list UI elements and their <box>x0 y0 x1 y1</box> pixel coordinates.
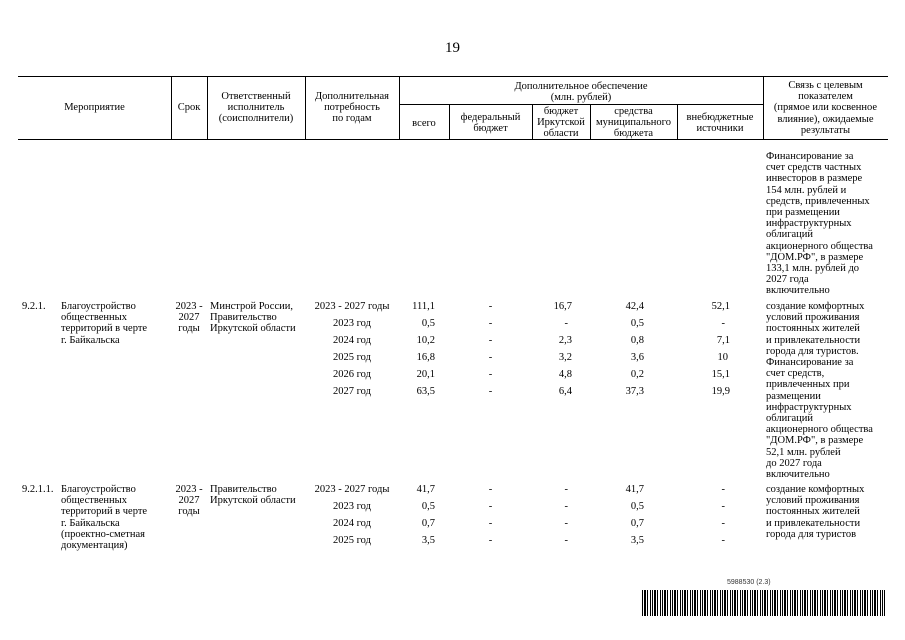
cell-regional: 2,3 <box>558 335 572 346</box>
cell-municipal: 0,5 <box>630 318 644 329</box>
row-result-line: условий проживания <box>766 495 860 507</box>
header-regional-line: бюджет <box>543 106 579 117</box>
header-link-line: влияние), ожидаемые <box>777 113 874 125</box>
cell-regional: - <box>564 484 568 495</box>
header-total: всего <box>412 118 436 129</box>
continuation-line: счет средств частных <box>766 162 862 174</box>
row-name-line: г. Байкальска <box>61 517 120 529</box>
header-municipal-line: муниципального <box>596 117 671 129</box>
cell-period: 2026 год <box>333 369 371 380</box>
cell-total: 3,5 <box>421 535 435 546</box>
row-executor <box>210 301 296 335</box>
header-link-line: результаты <box>800 124 851 136</box>
row-term-line: 2027 <box>178 495 200 507</box>
header-regional-line: области <box>543 128 579 140</box>
cell-total: 63,5 <box>416 386 435 397</box>
header-executor-line: исполнитель <box>227 102 285 114</box>
row-result-line: постоянных жителей <box>766 323 860 335</box>
cell-period: 2023 год <box>333 318 371 329</box>
header-need-line: потребность <box>324 102 380 114</box>
cell-federal: - <box>488 501 493 512</box>
cell-extra: 10 <box>717 352 728 363</box>
row-name-line: г. Байкальска <box>61 334 120 346</box>
header-link-line: показателем <box>798 91 853 103</box>
page-number: 19 <box>445 40 460 56</box>
row-code: 9.2.1. <box>22 301 46 312</box>
row-result-line: привлеченных при <box>766 379 850 391</box>
cell-municipal: 42,4 <box>625 301 644 312</box>
continuation-line: Финансирование за <box>766 151 854 162</box>
header-need <box>305 91 399 125</box>
cell-federal: - <box>488 484 493 495</box>
header-link-line: Связь с целевым <box>788 80 863 91</box>
cell-regional: 4,8 <box>558 369 572 380</box>
continuation-line: включительно <box>766 285 830 297</box>
cell-extra: - <box>721 501 725 512</box>
row-result <box>766 484 864 540</box>
header-funding-line: (млн. рублей) <box>550 92 612 104</box>
cell-federal: - <box>488 518 493 529</box>
row-result-line: счет средств, <box>766 368 825 380</box>
header-regional-line: Иркутской <box>537 117 585 129</box>
funding-subheader-border <box>399 104 763 105</box>
header-federal <box>449 112 532 134</box>
row-name-line: (проектно-сметная <box>61 528 145 540</box>
continuation-line: при размещении <box>766 207 840 219</box>
cell-total: 20,1 <box>416 369 435 380</box>
row-result-line: до 2027 года <box>766 457 822 469</box>
row-code: 9.2.1.1. <box>22 484 54 495</box>
header-need-line: по годам <box>332 113 372 125</box>
header-federal-line: федеральный <box>460 112 521 123</box>
cell-total: 0,5 <box>421 318 435 329</box>
header-municipal-line: бюджета <box>613 128 654 140</box>
cell-regional: - <box>564 535 568 546</box>
row-result-line: условий проживания <box>766 312 860 324</box>
barcode-label: 5988530 (2.3) <box>727 579 771 586</box>
cell-total: 41,7 <box>416 484 435 495</box>
cell-total: 0,7 <box>421 518 435 529</box>
continuation-text <box>766 151 873 297</box>
row-result <box>766 301 873 480</box>
row-executor-line: Правительство <box>210 312 277 324</box>
cell-extra: - <box>721 318 725 329</box>
cell-total: 111,1 <box>412 301 435 312</box>
row-result-line: облигаций <box>766 413 814 425</box>
continuation-line: инфраструктурных <box>766 218 852 230</box>
row-executor-line: Иркутской области <box>210 323 296 335</box>
cell-regional: 16,7 <box>553 301 572 312</box>
cell-total: 16,8 <box>416 352 435 363</box>
cell-extra: 19,9 <box>711 386 730 397</box>
continuation-line: "ДОМ.РФ", в размере <box>766 251 864 263</box>
row-result-line: включительно <box>766 469 830 481</box>
header-term: Срок <box>177 102 201 113</box>
row-result-line: создание комфортных <box>766 301 865 312</box>
row-name-line: документация) <box>61 540 128 552</box>
cell-period: 2024 год <box>333 518 371 529</box>
header-extra-line: внебюджетные <box>686 112 754 123</box>
cell-total: 0,5 <box>421 501 435 512</box>
continuation-line: средств, привлеченных <box>766 195 870 207</box>
cell-federal: - <box>488 369 493 380</box>
row-result-line: "ДОМ.РФ", в размере <box>766 435 864 447</box>
header-bottom-border <box>18 139 888 140</box>
cell-federal: - <box>488 301 493 312</box>
row-result-line: и привлекательности <box>766 334 861 346</box>
row-name <box>61 484 147 551</box>
cell-extra: - <box>721 484 725 495</box>
header-funding-line: Дополнительное обеспечение <box>514 81 648 92</box>
header-event: Мероприятие <box>64 102 125 113</box>
header-municipal <box>590 106 677 140</box>
row-result-line: города для туристов <box>766 528 857 540</box>
continuation-line: 2027 года <box>766 274 809 286</box>
cell-municipal: 3,5 <box>630 535 644 546</box>
row-term-line: годы <box>178 506 200 518</box>
header-executor-line: (соисполнители) <box>218 113 294 125</box>
cell-federal: - <box>488 535 493 546</box>
header-regional <box>532 106 590 140</box>
cell-regional: - <box>564 318 568 329</box>
cell-municipal: 0,2 <box>630 369 644 380</box>
cell-period: 2025 год <box>333 352 371 363</box>
row-term-line: 2023 - <box>175 301 203 312</box>
cell-federal: - <box>488 386 493 397</box>
header-link <box>763 80 888 136</box>
row-result-line: размещении <box>766 390 821 402</box>
row-result-line: инфраструктурных <box>766 401 852 413</box>
cell-extra: 52,1 <box>711 301 730 312</box>
row-result-line: 52,1 млн. рублей <box>766 446 841 458</box>
cell-municipal: 37,3 <box>625 386 644 397</box>
cell-regional: 3,2 <box>558 352 572 363</box>
continuation-line: 154 млн. рублей и <box>766 184 847 196</box>
cell-extra: - <box>721 518 725 529</box>
header-funding-title <box>399 81 763 103</box>
row-name-line: территорий в черте <box>61 323 148 335</box>
cell-municipal: 0,8 <box>630 335 644 346</box>
header-need-line: Дополнительная <box>314 91 389 102</box>
row-term-line: годы <box>178 323 200 335</box>
cell-period: 2023 - 2027 годы <box>314 301 390 312</box>
header-link-line: (прямое или косвенное <box>773 102 878 114</box>
header-municipal-line: средства <box>614 106 653 117</box>
cell-federal: - <box>488 318 493 329</box>
row-name-line: общественных <box>61 312 127 324</box>
cell-federal: - <box>488 335 493 346</box>
row-executor-line: Иркутской области <box>210 495 296 507</box>
continuation-line: акционерного общества <box>766 240 873 252</box>
cell-extra: - <box>721 535 725 546</box>
cell-regional: - <box>564 518 568 529</box>
row-executor-line: Минстрой России, <box>210 301 293 312</box>
cell-extra: 15,1 <box>711 369 730 380</box>
row-name <box>61 301 147 346</box>
cell-period: 2025 год <box>333 535 371 546</box>
row-name-line: территорий в черте <box>61 506 148 518</box>
table-top-border <box>18 76 888 77</box>
header-executor-line: Ответственный <box>221 91 291 102</box>
cell-municipal: 0,5 <box>630 501 644 512</box>
row-result-line: создание комфортных <box>766 484 865 495</box>
row-result-line: акционерного общества <box>766 424 873 436</box>
cell-municipal: 0,7 <box>630 518 644 529</box>
row-name-line: Благоустройство <box>61 484 136 495</box>
continuation-line: 133,1 млн. рублей до <box>766 263 860 275</box>
row-result-line: города для туристов. <box>766 345 859 357</box>
cell-total: 10,2 <box>416 335 435 346</box>
cell-period: 2023 - 2027 годы <box>314 484 390 495</box>
cell-regional: 6,4 <box>558 386 572 397</box>
cell-municipal: 41,7 <box>625 484 644 495</box>
row-executor <box>210 484 296 506</box>
barcode-icon <box>642 590 885 616</box>
row-result-line: Финансирование за <box>766 357 854 369</box>
cell-regional: - <box>564 501 568 512</box>
cell-period: 2024 год <box>333 335 371 346</box>
continuation-line: облигаций <box>766 229 814 241</box>
row-term-line: 2023 - <box>175 484 203 495</box>
cell-period: 2023 год <box>333 501 371 512</box>
row-result-line: и привлекательности <box>766 517 861 529</box>
row-executor-line: Правительство <box>210 484 277 495</box>
cell-federal: - <box>488 352 493 363</box>
row-result-line: постоянных жителей <box>766 506 860 518</box>
row-term <box>171 484 207 518</box>
cell-municipal: 3,6 <box>630 352 644 363</box>
header-extra-line: источники <box>696 123 744 135</box>
header-executor <box>207 91 305 125</box>
cell-extra: 7,1 <box>716 335 730 346</box>
row-term-line: 2027 <box>178 312 200 324</box>
continuation-line: инвесторов в размере <box>766 173 863 185</box>
row-term <box>171 301 207 335</box>
header-extra <box>677 112 763 134</box>
row-name-line: общественных <box>61 495 127 507</box>
header-federal-line: бюджет <box>473 123 508 135</box>
cell-period: 2027 год <box>333 386 371 397</box>
row-name-line: Благоустройство <box>61 301 136 312</box>
